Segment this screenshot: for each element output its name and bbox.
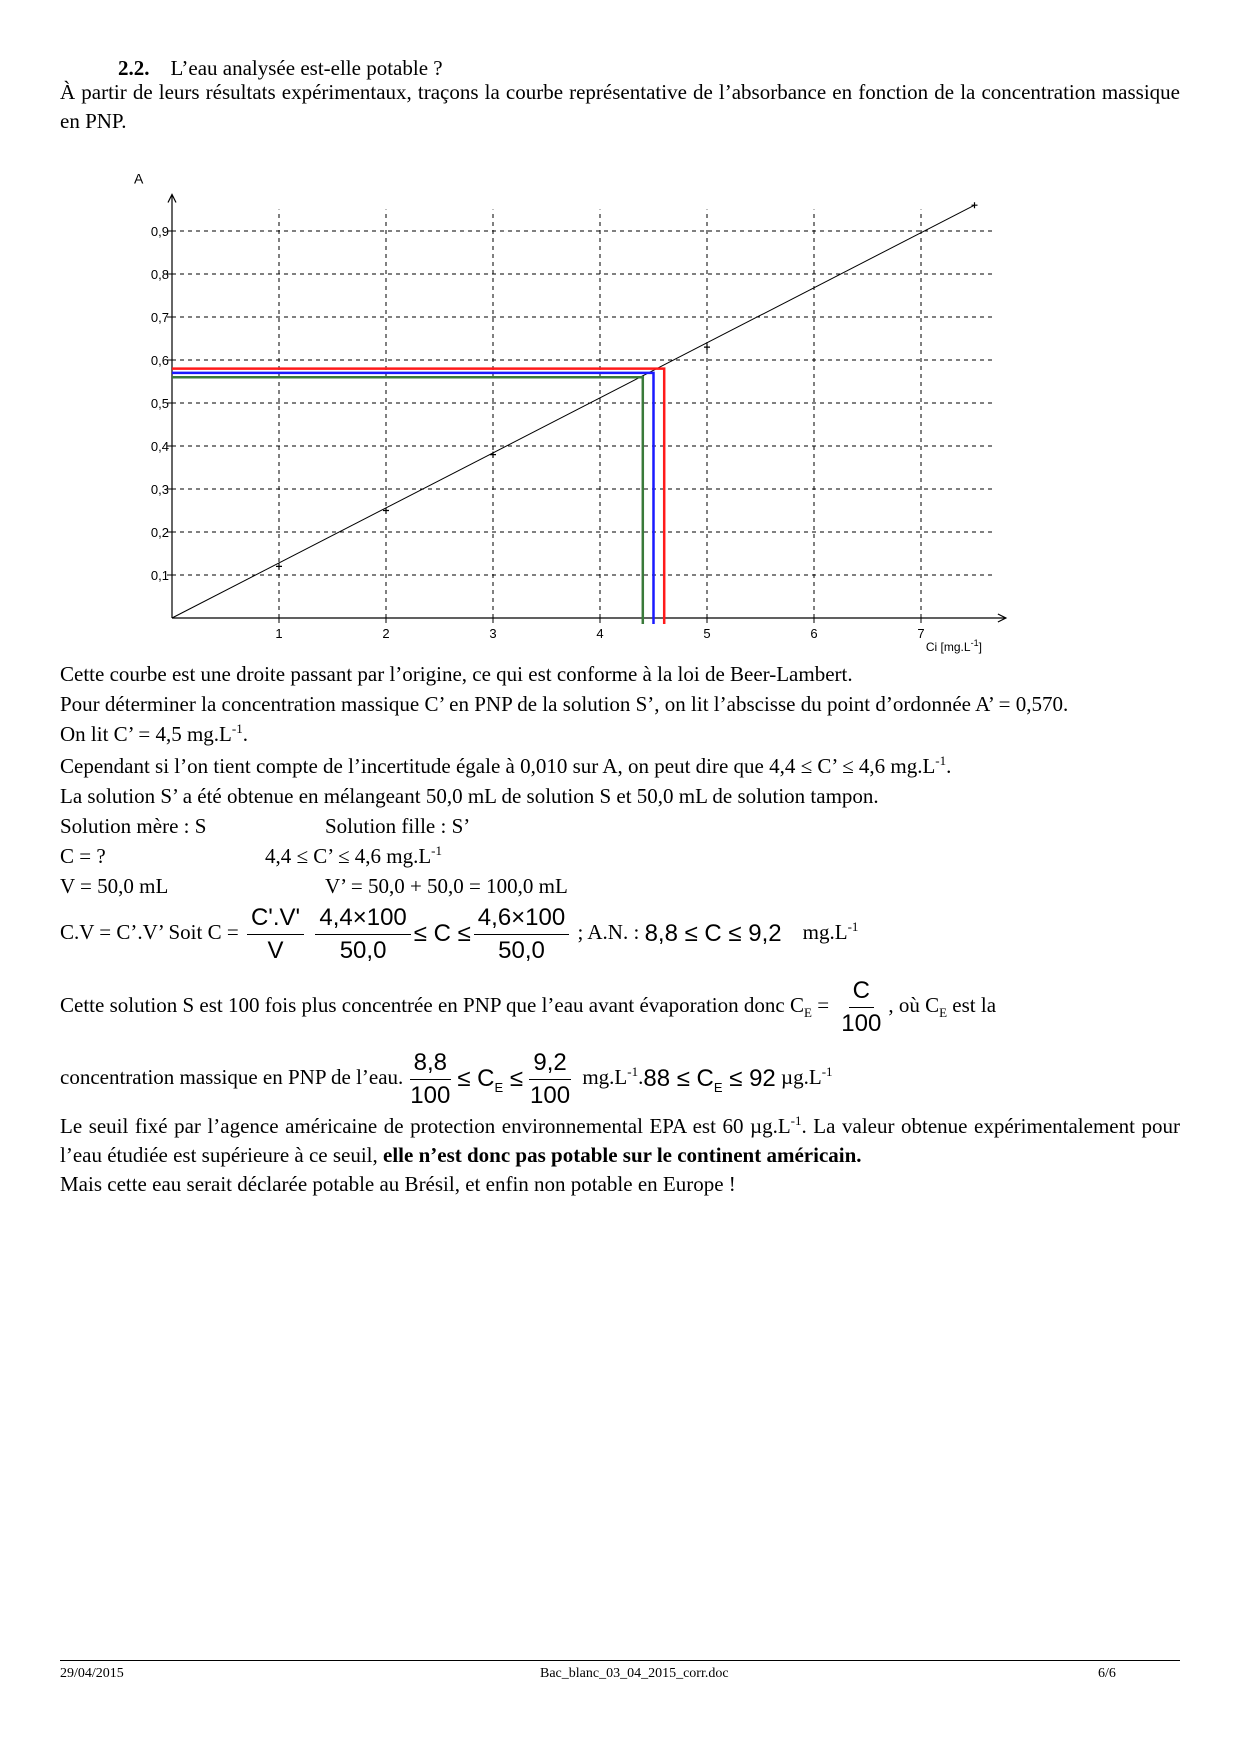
footer-divider <box>60 1660 1180 1661</box>
reading-line-blue <box>172 373 654 624</box>
x-tick-label: 3 <box>489 626 497 641</box>
regression-line <box>172 205 975 618</box>
v-mere: V = 50,0 mL <box>60 874 169 898</box>
y-tick-label: 0,6 <box>150 353 169 368</box>
y-tick-label: 0,4 <box>150 439 169 454</box>
conclusion-bold: elle n’est donc pas potable sur le continent américain. <box>383 1143 862 1167</box>
text-line-4: Cependant si l’on tient compte de l’incertitude égale à 0,010 sur A, on peut dire que 4,4 ≤ C’ ≤ 4,6 $mg.L^{-1}$. <box>60 753 952 778</box>
y-axis-label: A <box>134 170 144 187</box>
conclusion-paragraph: Le seuil fixé par l’agence américaine de protection environnemental EPA est 60 $\mu g.L^{-1}$. La valeur obtenue expérimentalement pour l’eau étudiée est supérieure à ce seuil, elle n’est donc pas potable sur le continent américain. Mais cette eau serait déclarée potable au Brésil, et enfin non potable en Europe ! <box>60 1113 1180 1196</box>
x-tick-label: 2 <box>382 626 390 641</box>
c-mere: C = ? <box>60 844 106 868</box>
fraction-8-8: $\frac{8,8}{100}$ <box>410 1048 451 1109</box>
data-point-2 <box>383 508 389 514</box>
data-point-5 <box>972 202 978 208</box>
solution-mere-label: Solution mère : S <box>60 814 207 838</box>
reading-line-green <box>172 377 643 624</box>
footer-date: 29/04/2015 <box>60 1666 124 1681</box>
fraction-upper: $\frac{4,6\times 100}{50,0}$ <box>474 904 569 965</box>
y-tick-label: 0,5 <box>150 396 169 411</box>
y-tick-label: 0,3 <box>150 482 169 497</box>
intro-paragraph: À partir de leurs résultats expérimentaux, traçons la courbe représentative de l’absorbance en fonction de la concentration massique en PNP. <box>60 80 1180 133</box>
y-tick-label: 0,8 <box>150 267 169 282</box>
dilution-formula: C.V = C’.V’ Soit C = $\frac{C'.V'}{V}$ $\frac{4,4\times 100}{50,0}$ ≤ C ≤ $\frac{4,6\times 100}{50,0}$ ; A.N. : 8,8 ≤ C ≤ 9,2 $mg.L^{-1}$ <box>60 903 859 964</box>
y-tick-label: 0,1 <box>150 568 169 583</box>
text-line-5: La solution S’ a été obtenue en mélangeant 50,0 mL de solution S et 50,0 mL de solution tampon. <box>60 784 879 808</box>
section-number: 2.2. <box>118 56 150 80</box>
concentration-relation: Cette solution S est 100 fois plus concentrée en PNP que l’eau avant évaporation donc $C_E$ = $\frac{C}{100}$ , où $C_E$ est la <box>60 976 997 1037</box>
section-title: L’eau analysée est-elle potable ? <box>170 56 443 80</box>
footer-page: 6/6 <box>1098 1666 1116 1681</box>
v-fille: V’ = 50,0 + 50,0 = 100,0 mL <box>325 874 568 898</box>
x-tick-label: 5 <box>703 626 711 641</box>
solution-fille-label: Solution fille : S’ <box>325 814 471 838</box>
c-fille: 4,4 ≤ C’ ≤ 4,6 $mg.L^{-1}$ <box>265 843 442 868</box>
text-line-3: On lit C’ = 4,5 $mg.L^{-1}$. <box>60 721 248 746</box>
data-point-3 <box>490 452 496 458</box>
x-tick-label: 7 <box>917 626 925 641</box>
y-tick-label: 0,7 <box>150 310 169 325</box>
text-line-1: Cette courbe est une droite passant par l’origine, ce qui est conforme à la loi de Beer-Lambert. <box>60 662 853 686</box>
fraction-lower: $\frac{4,4\times 100}{50,0}$ <box>315 904 410 965</box>
y-tick-label: 0,2 <box>150 525 169 540</box>
absorbance-chart <box>110 158 1030 658</box>
x-axis-label: Ci $[mg.L^{-1}]$ <box>925 638 982 654</box>
x-tick-label: 1 <box>275 626 283 641</box>
x-tick-label: 4 <box>596 626 604 641</box>
fraction-cv: $\frac{C'.V'}{V}$ <box>247 904 304 965</box>
footer-filename: Bac_blanc_03_04_2015_corr.doc <box>540 1666 729 1681</box>
fraction-9-2: $\frac{9,2}{100}$ <box>530 1048 571 1109</box>
x-tick-label: 6 <box>810 626 818 641</box>
y-tick-label: 0,9 <box>150 224 169 239</box>
text-line-2: Pour déterminer la concentration massique C’ en PNP de la solution S’, on lit l’abscisse du point d’ordonnée A’ = 0,570. <box>60 692 1069 716</box>
data-point-4 <box>704 344 710 350</box>
ce-result: concentration massique en PNP de l’eau. $\frac{8,8}{100}$ ≤ $C_E$ ≤ $\frac{9,2}{100}$ $mg.L^{-1}.88 \le C_E \le 92$ $\mu g.L^{-1}$ <box>60 1048 833 1109</box>
fraction-c-over-100: $\frac{C}{100}$ <box>841 976 882 1037</box>
reading-line-red <box>172 369 664 624</box>
